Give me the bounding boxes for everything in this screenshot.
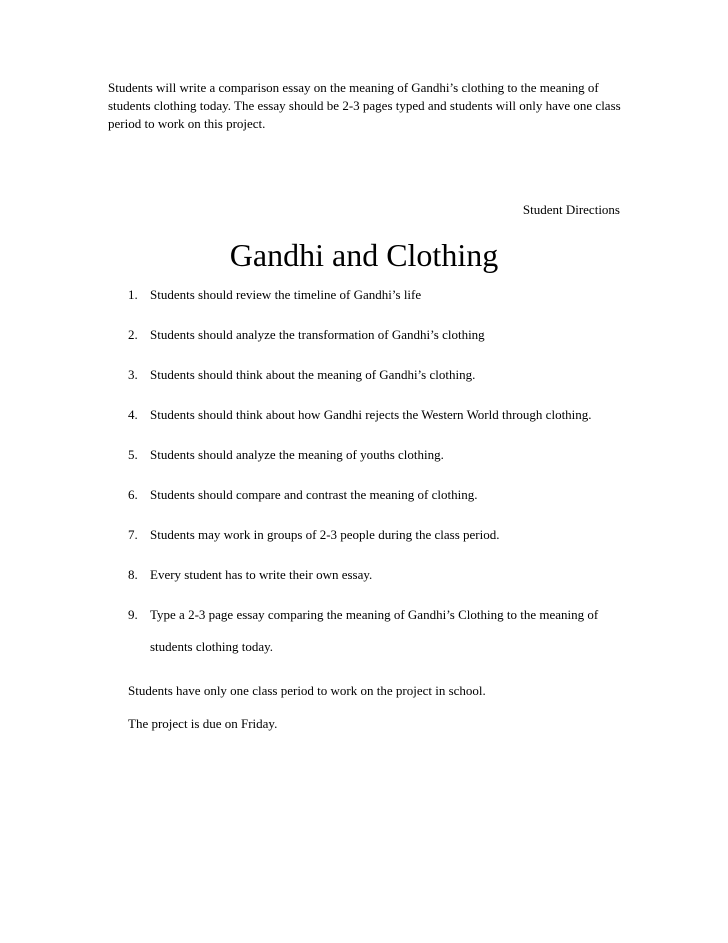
list-item bbox=[128, 487, 608, 511]
list-item-number: 3. bbox=[128, 367, 138, 382]
list-item-number: 9. bbox=[128, 607, 138, 622]
directions-label: Student Directions bbox=[522, 202, 620, 217]
list-item-number: 8. bbox=[128, 567, 138, 582]
list-item-number: 1. bbox=[128, 287, 138, 302]
list-item-text: Students should think about the meaning of Gandhi’s clothing. bbox=[150, 367, 476, 382]
list-item bbox=[128, 407, 608, 431]
list-item-text: Students may work in groups of 2-3 people during the class period. bbox=[150, 527, 500, 542]
list-item-number: 7. bbox=[128, 527, 138, 542]
list-item-text: Students should analyze the transformation of Gandhi’s clothing bbox=[150, 327, 485, 342]
directions-list bbox=[128, 287, 608, 679]
list-item-text: Students should review the timeline of Gandhi’s life bbox=[150, 287, 422, 302]
list-item bbox=[128, 607, 608, 663]
list-item-number: 2. bbox=[128, 327, 138, 342]
list-item bbox=[128, 567, 608, 591]
list-item-text: Type a 2-3 page essay comparing the meaning of Gandhi’s Clothing to the meaning of students clothing today. bbox=[150, 607, 599, 654]
list-item-number: 6. bbox=[128, 487, 138, 502]
list-item-text: Every student has to write their own essay. bbox=[150, 567, 373, 582]
list-item bbox=[128, 367, 608, 391]
list-item bbox=[128, 327, 608, 351]
due-date-note: The project is due on Friday. bbox=[128, 716, 278, 731]
list-item-text: Students should analyze the meaning of youths clothing. bbox=[150, 447, 444, 462]
intro-paragraph: Students will write a comparison essay on the meaning of Gandhi’s clothing to the meaning of students clothing today. The essay should be 2-3 pages typed and students will only have one class period to work on this project. bbox=[108, 80, 621, 131]
list-item-text: Students should compare and contrast the meaning of clothing. bbox=[150, 487, 478, 502]
list-item-text: Students should think about how Gandhi rejects the Western World through clothing. bbox=[150, 407, 592, 422]
list-item-number: 4. bbox=[128, 407, 138, 422]
page-title: Gandhi and Clothing bbox=[229, 237, 499, 273]
list-item-number: 5. bbox=[128, 447, 138, 462]
list-item bbox=[128, 447, 608, 471]
class-period-note: Students have only one class period to work on the project in school. bbox=[128, 683, 486, 698]
list-item bbox=[128, 527, 608, 551]
list-item bbox=[128, 287, 608, 311]
